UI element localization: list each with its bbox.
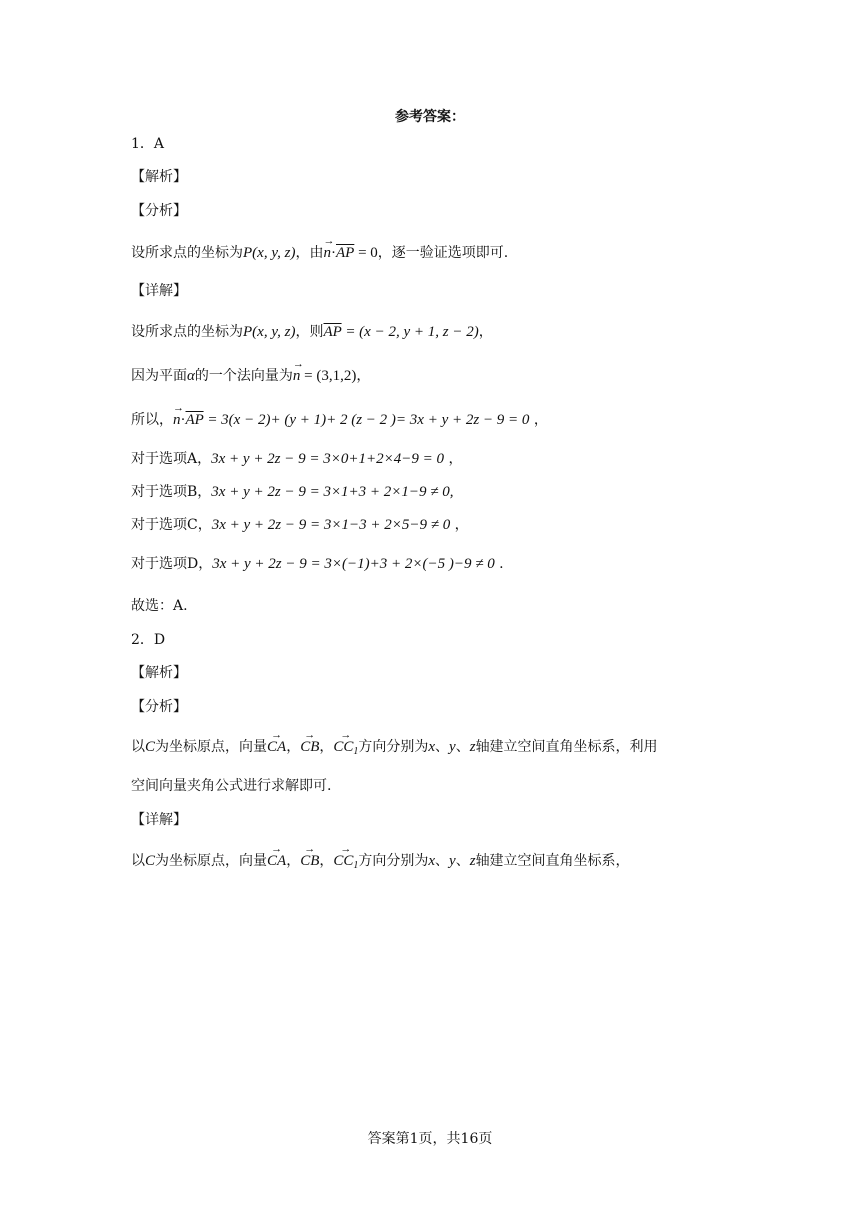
- text-segment: 轴建立空间直角坐标系，利用: [475, 739, 658, 755]
- vector-cc1-symbol: [333, 737, 358, 762]
- separator: 、: [455, 853, 470, 869]
- q1-conclusion: 故选：A.: [131, 598, 188, 614]
- text-segment: 为坐标原点，向量: [155, 739, 268, 755]
- q1-answer: 1．A: [131, 136, 165, 152]
- q1-detail-line-2: [131, 366, 370, 386]
- q1-fenxi-heading: 【分析】: [131, 203, 187, 219]
- text-segment: ，则: [295, 324, 324, 340]
- text-segment: ，: [478, 324, 493, 340]
- text-segment: 设所求点的坐标为: [131, 245, 243, 261]
- vector-ca-symbol: → CA: [267, 851, 286, 871]
- vector-ap-symbol: $\overline{AP}$: [323, 324, 342, 340]
- dot-operator: ·: [180, 412, 186, 428]
- axis-x-label: x: [428, 739, 436, 755]
- q1-option-a-check: [131, 449, 462, 469]
- separator: 、: [435, 739, 450, 755]
- page-footer: 答案第1页，共16页: [367, 1131, 493, 1147]
- axis-x-label: x: [428, 853, 436, 869]
- coords-expr: (x, y, z): [252, 245, 296, 261]
- subscript: 1: [353, 746, 359, 757]
- q1-detail-line-3: [131, 410, 548, 430]
- text-segment: 因为平面: [131, 368, 187, 384]
- point-label: P: [243, 324, 253, 340]
- text-segment: 的一个法向量为: [194, 368, 293, 384]
- option-label: 对于选项A，: [131, 451, 212, 467]
- q2-analysis-line-2: 空间向量夹角公式进行求解即可.: [131, 778, 332, 794]
- option-equation: 3x + y + 2z − 9 = 3×(−1)+3 + 2×(−5 )−9 ≠ 0: [212, 556, 495, 572]
- option-label: 对于选项B，: [131, 484, 212, 500]
- text-segment: ，由: [295, 245, 324, 261]
- option-equation: 3x + y + 2z − 9 = 3×1+3 + 2×1−9 ≠ 0,: [211, 484, 454, 500]
- q1-option-d-check: [131, 554, 504, 574]
- separator: ，: [319, 739, 334, 755]
- origin-point-c: C: [145, 853, 156, 869]
- dot-operator: ·: [331, 245, 336, 261]
- separator: ，: [286, 853, 301, 869]
- q1-option-c-check: [131, 515, 469, 535]
- equation-segment: = 3(x − 2)+ (y + 1)+ 2 (z − 2 )= 3x + y + 2z − 9 = 0: [203, 412, 530, 428]
- text-segment: 设所求点的坐标为: [131, 324, 243, 340]
- q1-xiangjie-heading: 【详解】: [131, 283, 187, 299]
- text-segment: ，逐一验证选项即可.: [377, 245, 509, 261]
- text-segment: .: [494, 556, 504, 572]
- normal-vector-symbol: → n: [293, 366, 301, 386]
- vector-ap-symbol: $\overline{AP}$: [185, 412, 204, 428]
- option-label: 对于选项C，: [131, 517, 212, 533]
- axis-z-label: z: [469, 853, 476, 869]
- text-segment: 为坐标原点，向量: [155, 853, 268, 869]
- equation-segment: = (x − 2, y + 1, z − 2): [341, 324, 479, 340]
- option-label: 对于选项D，: [131, 556, 213, 572]
- text-segment: ，: [450, 517, 469, 533]
- option-equation: 3x + y + 2z − 9 = 3×1−3 + 2×5−9 ≠ 0: [211, 517, 451, 533]
- q1-option-b-check: [131, 482, 454, 502]
- page-title: 参考答案：: [395, 109, 465, 125]
- vector-ca-symbol: → CA: [267, 737, 286, 757]
- vector-cb-symbol: → CB: [300, 851, 319, 871]
- vector-cb-symbol: → CB: [300, 737, 319, 757]
- axis-y-label: y: [449, 739, 456, 755]
- normal-vector-symbol: → n: [324, 243, 332, 263]
- option-equation: 3x + y + 2z − 9 = 3×0+1+2×4−9 = 0: [211, 451, 444, 467]
- q2-xiangjie-heading: 【详解】: [131, 812, 187, 828]
- q2-analysis-line-1: [131, 737, 658, 762]
- text-segment: ，: [356, 368, 371, 384]
- q2-jiexi-heading: 【解析】: [131, 665, 187, 681]
- coords-expr: (x, y, z): [252, 324, 296, 340]
- text-segment: 方向分别为: [358, 853, 429, 869]
- vector-ap-symbol: $\overline{AP}$: [336, 245, 355, 261]
- axis-z-label: z: [469, 739, 476, 755]
- point-label: P: [243, 245, 253, 261]
- vector-cc-letters: CC: [333, 853, 354, 869]
- text-segment: 以: [131, 739, 145, 755]
- text-segment: 方向分别为: [358, 739, 429, 755]
- separator: ，: [286, 739, 301, 755]
- separator: 、: [435, 853, 450, 869]
- plane-alpha-symbol: α: [187, 368, 195, 384]
- equation-segment: = 0: [354, 245, 378, 261]
- text-segment: ，: [529, 412, 548, 428]
- q2-detail-line-1: [131, 851, 630, 876]
- text-segment: 所以，: [131, 412, 173, 428]
- q1-jiexi-heading: 【解析】: [131, 169, 187, 185]
- separator: ，: [319, 853, 334, 869]
- text-segment: ，: [444, 451, 463, 467]
- text-segment: 以: [131, 853, 145, 869]
- text-segment: 轴建立空间直角坐标系，: [475, 853, 630, 869]
- vector-cc-letters: CC: [333, 739, 354, 755]
- equation-segment: = (3,1,2): [300, 368, 357, 384]
- subscript: 1: [353, 860, 359, 871]
- q1-detail-line-1: [131, 322, 493, 342]
- axis-y-label: y: [449, 853, 456, 869]
- q2-fenxi-heading: 【分析】: [131, 699, 187, 715]
- origin-point-c: C: [145, 739, 156, 755]
- normal-vector-symbol: → n: [173, 410, 181, 430]
- q2-answer: 2．D: [131, 632, 166, 648]
- vector-cc1-symbol: [333, 851, 358, 876]
- separator: 、: [455, 739, 470, 755]
- q1-analysis-text: [131, 243, 508, 263]
